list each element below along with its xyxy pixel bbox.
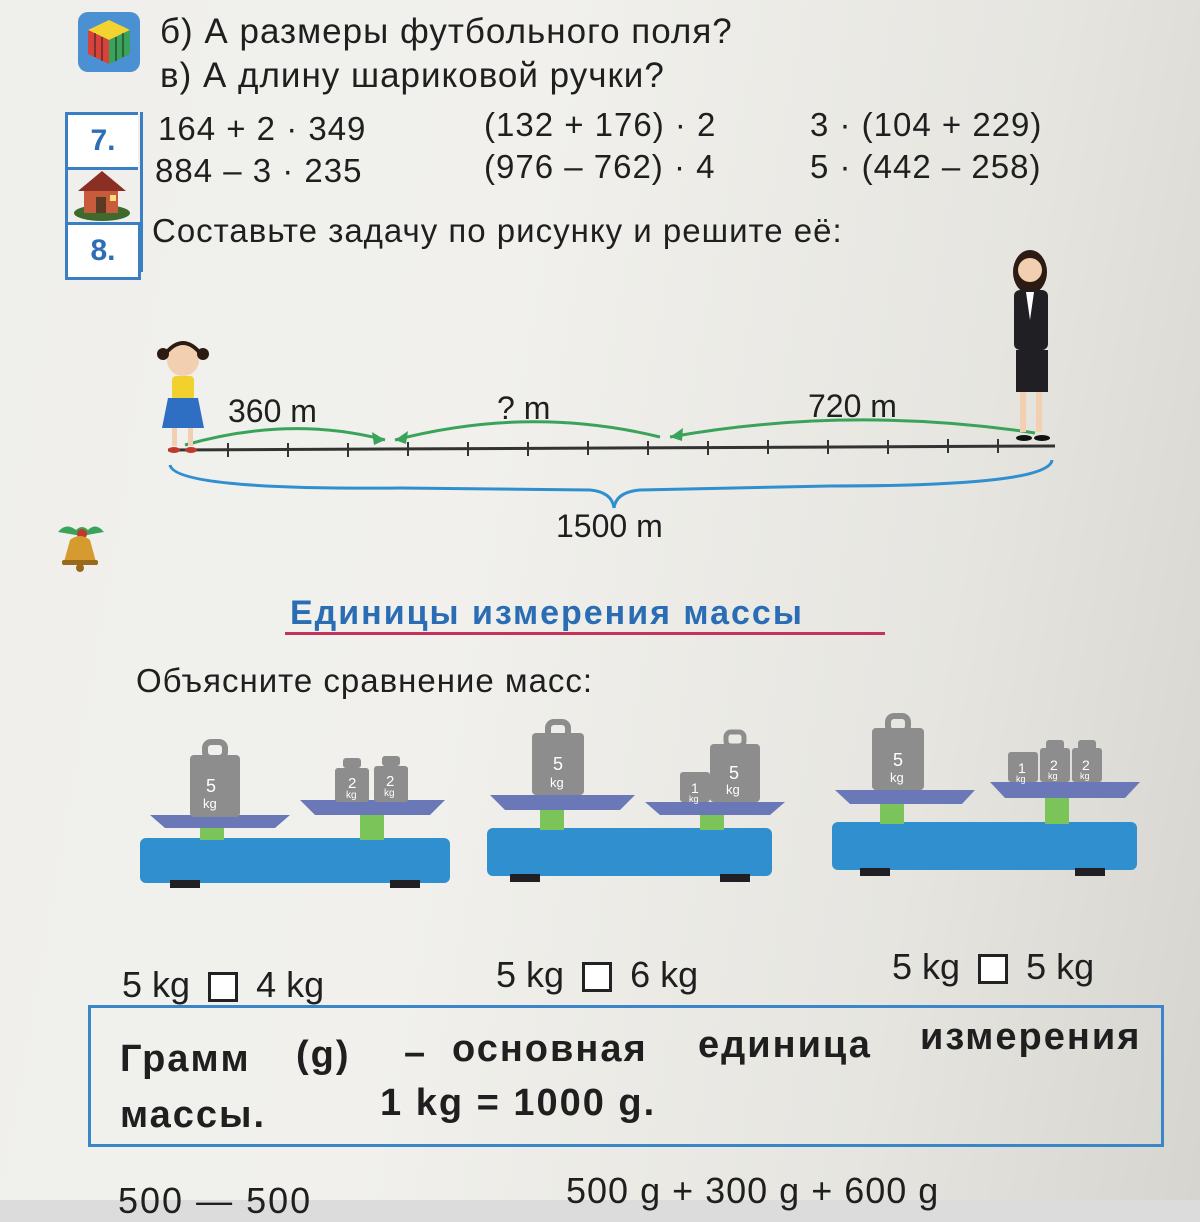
rule-word-g: (g) bbox=[296, 1034, 351, 1076]
weight-2-right-b-unit: kg bbox=[726, 782, 740, 797]
comparison-2-left: 5 kg bbox=[496, 954, 565, 995]
weight-3-right-b-value: 2 bbox=[1050, 757, 1058, 773]
weight-2-right-a-unit: kg bbox=[689, 794, 699, 804]
rule-word-measure: измерения bbox=[920, 1016, 1142, 1058]
segment-label-2: ? m bbox=[497, 390, 551, 426]
weight-2-left-unit: kg bbox=[550, 775, 564, 790]
question-b: б) А размеры футбольного поля? bbox=[160, 12, 733, 51]
scale-3 bbox=[832, 716, 1140, 876]
task-8-number: 8. bbox=[65, 222, 141, 280]
total-label: 1500 m bbox=[556, 508, 663, 544]
bell-icon bbox=[52, 518, 108, 579]
bottom-fragment-left: 500 — 500 bbox=[118, 1180, 313, 1221]
comparison-1 bbox=[122, 964, 324, 1006]
rule-word-main: основная bbox=[452, 1028, 648, 1070]
weight-3-left-unit: kg bbox=[890, 770, 904, 785]
expr-2: 884 – 3 · 235 bbox=[155, 152, 363, 189]
total-brace bbox=[170, 460, 1052, 508]
expr-6: 5 · (442 – 258) bbox=[810, 148, 1042, 185]
weight-1-right-a-value: 2 bbox=[348, 775, 357, 792]
task-8-text: Составьте задачу по рисунку и решите её: bbox=[152, 212, 843, 249]
weight-3-left-value: 5 bbox=[893, 750, 904, 770]
expr-1: 164 + 2 · 349 bbox=[158, 110, 367, 147]
weight-1-left-value: 5 bbox=[206, 776, 217, 796]
weight-1-left-unit: kg bbox=[203, 796, 217, 811]
weight-2-right-a-value: 1 bbox=[691, 780, 699, 796]
rule-word-mass: массы. bbox=[120, 1094, 267, 1136]
comparison-2-box[interactable] bbox=[582, 962, 612, 992]
scales-illustration bbox=[0, 700, 1200, 900]
section-title: Единицы измерения массы bbox=[290, 594, 804, 632]
segment-label-3: 720 m bbox=[808, 388, 897, 424]
comparison-3-left: 5 kg bbox=[892, 946, 961, 987]
scale-2 bbox=[487, 722, 785, 882]
instruction-text: Объясните сравнение масс: bbox=[136, 662, 594, 699]
comparison-1-box[interactable] bbox=[208, 972, 238, 1002]
comparison-1-right: 4 kg bbox=[256, 964, 325, 1005]
weight-2-left-value: 5 bbox=[553, 754, 564, 774]
title-underline bbox=[285, 632, 885, 635]
weight-3-right-c-unit: kg bbox=[1080, 771, 1090, 781]
weight-3-right-b-unit: kg bbox=[1048, 771, 1058, 781]
comparison-3-box[interactable] bbox=[978, 954, 1008, 984]
expr-5: 3 · (104 + 229) bbox=[810, 106, 1043, 143]
comparison-3 bbox=[892, 946, 1094, 988]
task-7-number: 7. bbox=[65, 112, 138, 170]
weight-3-right-c-value: 2 bbox=[1082, 757, 1090, 773]
expr-3: (132 + 176) · 2 bbox=[484, 106, 717, 143]
arrow-1 bbox=[185, 429, 385, 445]
weight-1-right-a-unit: kg bbox=[346, 790, 357, 801]
comparison-3-right: 5 kg bbox=[1026, 946, 1095, 987]
weight-1-right-b-value: 2 bbox=[386, 773, 395, 790]
rule-word-unit: единица bbox=[698, 1024, 872, 1066]
weight-3-right-a-value: 1 bbox=[1018, 760, 1026, 776]
scale-1 bbox=[140, 742, 450, 888]
comparison-1-left: 5 kg bbox=[122, 964, 191, 1005]
weight-2-right-b-value: 5 bbox=[729, 763, 740, 783]
comparison-2-right: 6 kg bbox=[630, 954, 699, 995]
weight-3-right-a-unit: kg bbox=[1016, 774, 1026, 784]
rule-dash: – bbox=[404, 1032, 428, 1074]
distance-diagram bbox=[0, 0, 1200, 560]
weight-1-right-b-unit: kg bbox=[384, 788, 395, 799]
comparison-2 bbox=[496, 954, 698, 996]
expr-4: (976 – 762) · 4 bbox=[484, 148, 716, 185]
woman-figure bbox=[1013, 250, 1050, 441]
rule-equation: 1 kg = 1000 g. bbox=[380, 1082, 657, 1124]
segment-label-1: 360 m bbox=[228, 393, 317, 429]
rule-word-gram: Грамм bbox=[120, 1038, 251, 1080]
question-v: в) А длину шариковой ручки? bbox=[160, 56, 665, 95]
girl-figure bbox=[157, 341, 209, 453]
bottom-fragment-right: 500 g + 300 g + 600 g bbox=[566, 1170, 940, 1211]
